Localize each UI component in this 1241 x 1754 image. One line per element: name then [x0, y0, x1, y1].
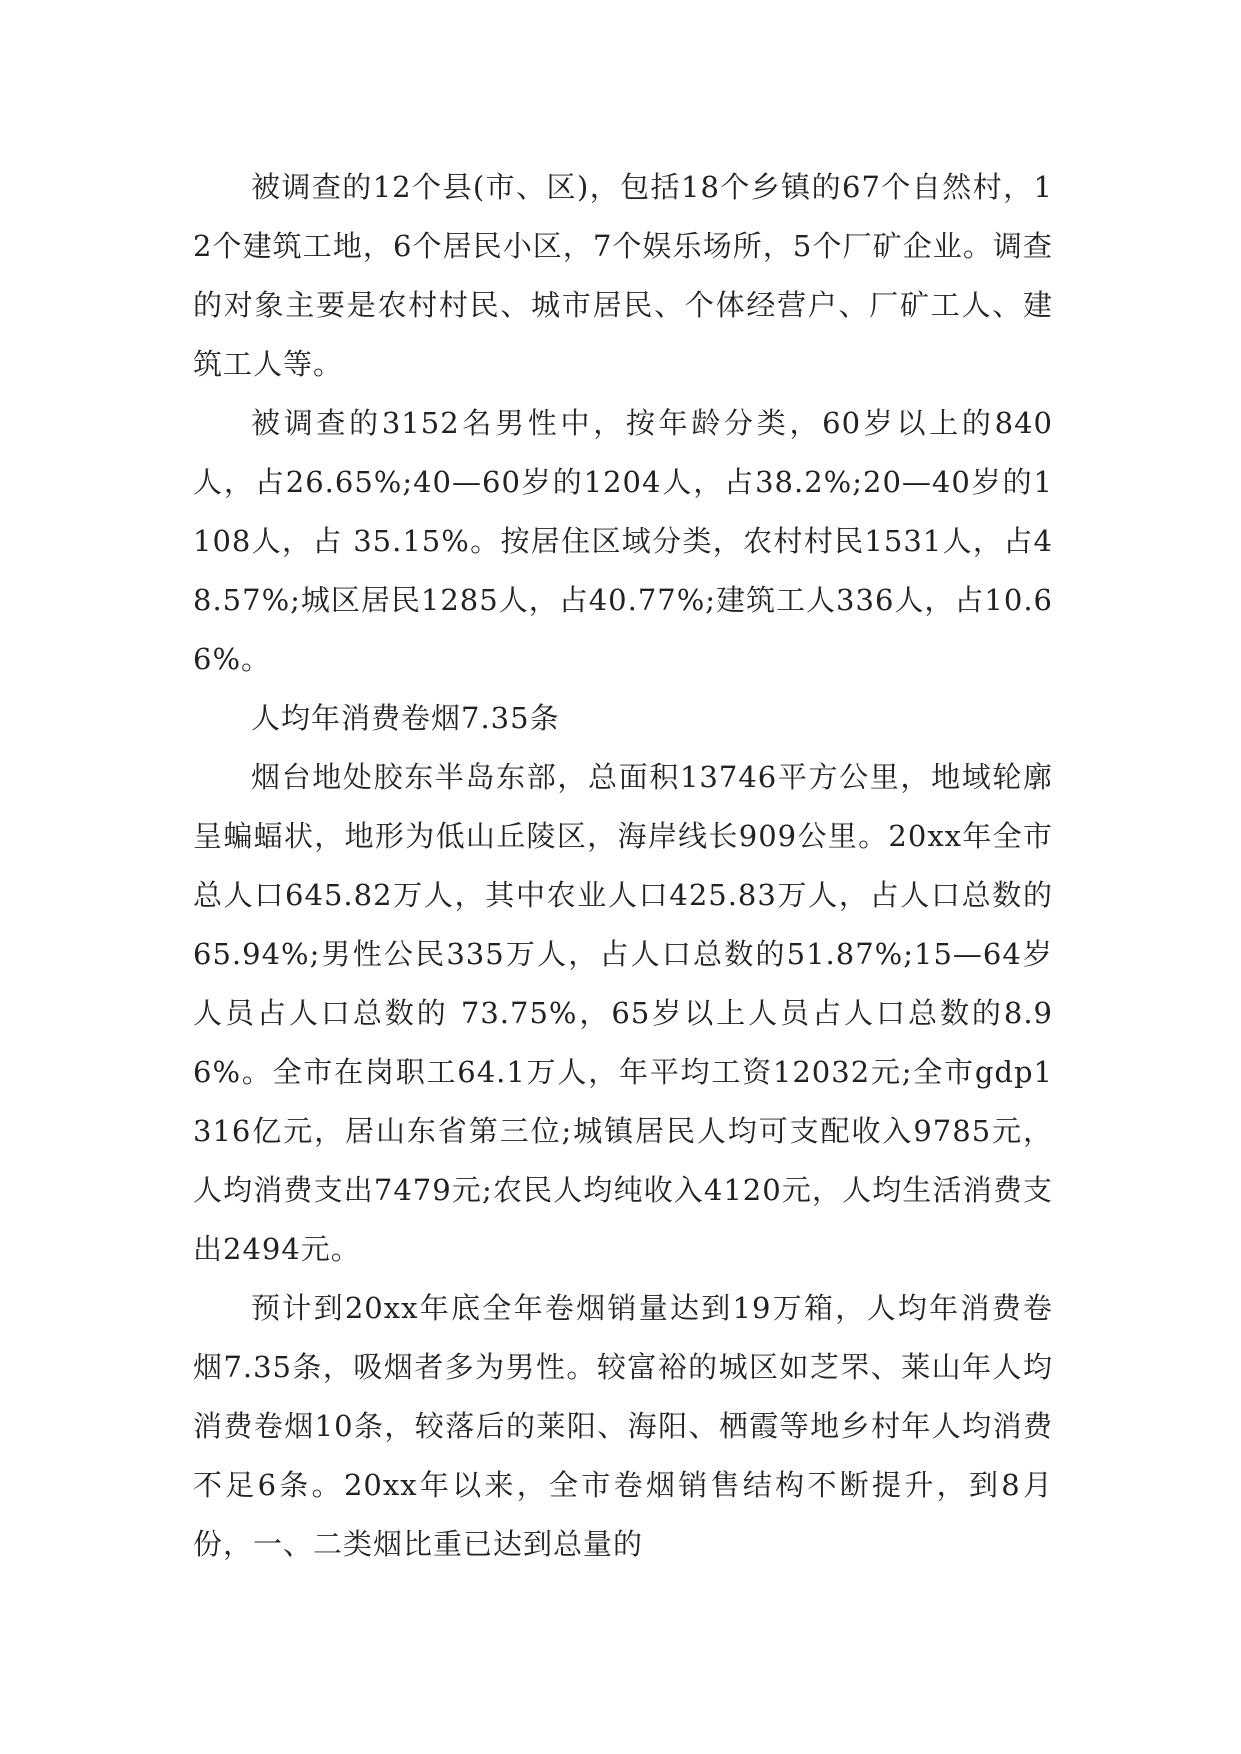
paragraph-survey-demographics: 被调查的3152名男性中，按年龄分类，60岁以上的840人，占26.65%;40—60岁的1204人，占38.2%;20—40岁的1108人，占 35.15%。按居住区域分类，农村村民1531人，占48.57%;城区居民1285人，占40.77%;建筑工人336人，占10.66%。 [193, 406, 1053, 676]
paragraph-cigarette-sales: 预计到20xx年底全年卷烟销量达到19万箱，人均年消费卷烟7.35条，吸烟者多为男性。较富裕的城区如芝罘、莱山年人均消费卷烟10条，较落后的莱阳、海阳、栖霞等地乡村年人均消费不足6条。20xx年以来，全市卷烟销售结构不断提升，到8月份，一、二类烟比重已达到总量的 [193, 1291, 1053, 1561]
paragraph-survey-scope: 被调查的12个县(市、区)，包括18个乡镇的67个自然村，12个建筑工地，6个居民小区，7个娱乐场所，5个厂矿企业。调查的对象主要是农村村民、城市居民、个体经营户、厂矿工人、建筑工人等。 [193, 170, 1053, 381]
document-body [193, 158, 1053, 1574]
section-heading: 人均年消费卷烟7.35条 [251, 701, 560, 735]
paragraph-city-overview: 烟台地处胶东半岛东部，总面积13746平方公里，地域轮廓呈蝙蝠状，地形为低山丘陵区，海岸线长909公里。20xx年全市总人口645.82万人，其中农业人口425.83万人，占人口总数的65.94%;男性公民335万人，占人口总数的51.87%;15—64岁人员占人口总数的 73.75%，65岁以上人员占人口总数的8.96%。全市在岗职工64.1万人，年平均工资12032元;全市gdp1316亿元，居山东省第三位;城镇居民人均可支配收入9785元，人均消费支出7479元;农民人均纯收入4120元，人均生活消费支出2494元。 [193, 760, 1053, 1266]
